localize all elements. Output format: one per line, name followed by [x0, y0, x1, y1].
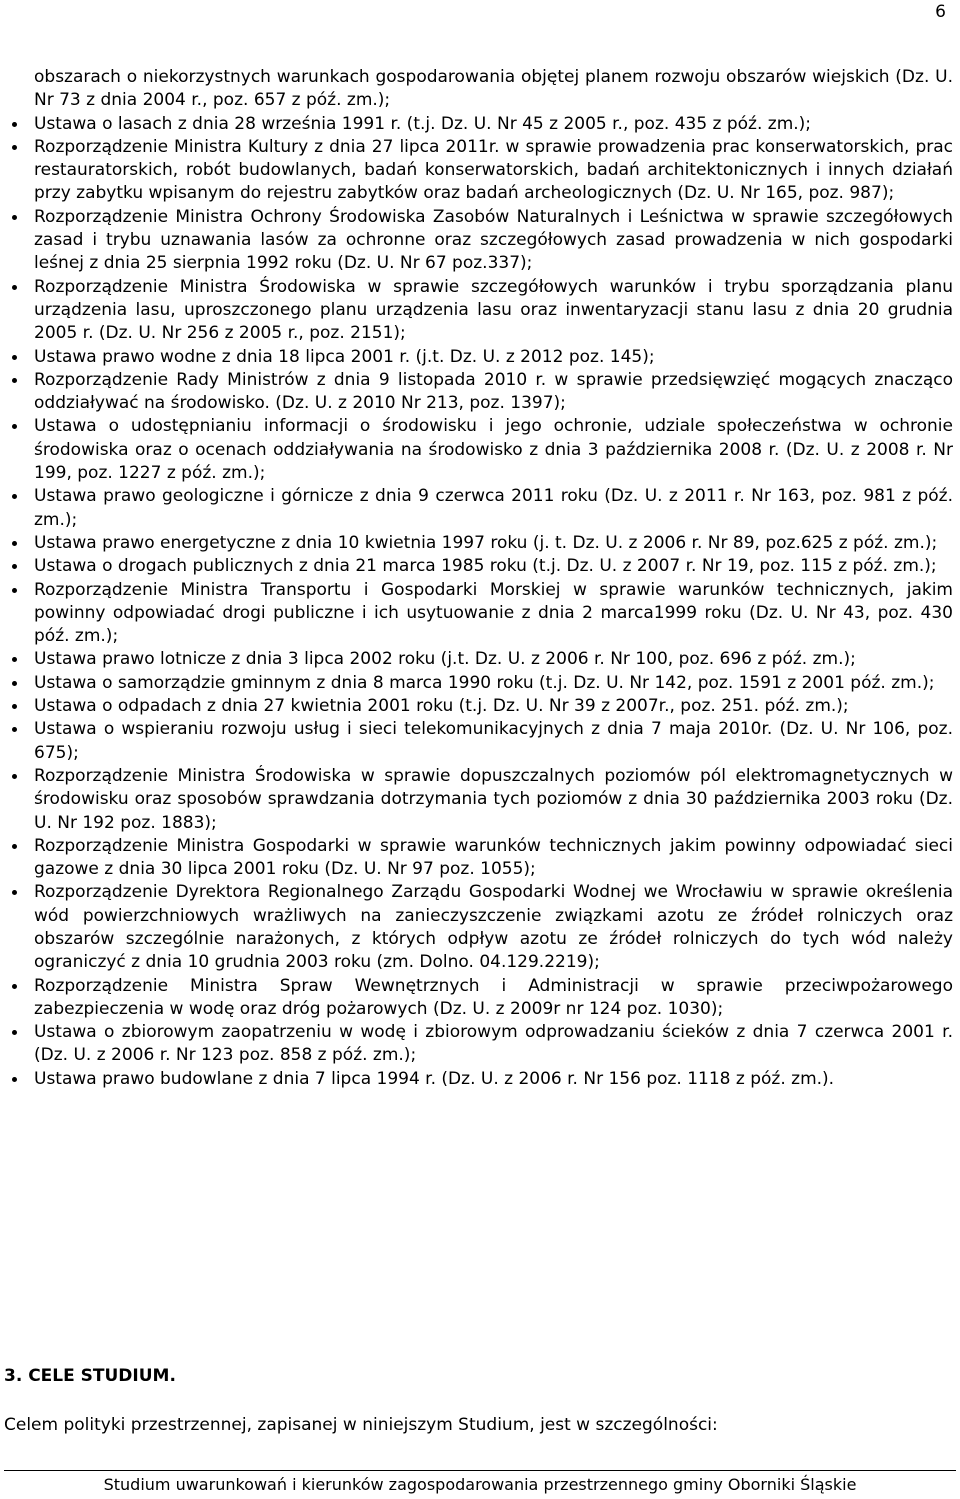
section-heading: 3. CELE STUDIUM. [4, 1366, 176, 1386]
list-item: Rozporządzenie Ministra Środowiska w sprawie dopuszczalnych poziomów pól elektromagnetycznych w środowisku oraz sposobów sprawdzania dotrzymania tych poziomów z dnia 30 października 2003 roku (Dz. U. Nr 192 poz. 1883); [0, 765, 960, 835]
list-item: Ustawa prawo budowlane z dnia 7 lipca 1994 r. (Dz. U. z 2006 r. Nr 156 poz. 1118 z póź. zm.). [0, 1068, 960, 1091]
list-item: Ustawa o udostępnianiu informacji o środowisku i jego ochronie, udziale społeczeństwa w ochronie środowiska oraz o ocenach oddziaływania na środowisko z dnia 3 października 2008 r. (Dz. U. z 2008 r. Nr 199, poz. 1227 z póź. zm.); [0, 415, 960, 485]
list-item: Ustawa o wspieraniu rozwoju usług i sieci telekomunikacyjnych z dnia 7 maja 2010r. (Dz. U. Nr 106, poz. 675); [0, 718, 960, 765]
list-item: Rozporządzenie Rady Ministrów z dnia 9 listopada 2010 r. w sprawie przedsięwzięć mogących znacząco oddziaływać na środowisko. (Dz. U. z 2010 Nr 213, poz. 1397); [0, 369, 960, 416]
list-item: Ustawa o drogach publicznych z dnia 21 marca 1985 roku (t.j. Dz. U. z 2007 r. Nr 19, poz. 115 z póź. zm.); [0, 555, 960, 578]
footer-divider [4, 1470, 956, 1471]
list-item-continuation: obszarach o niekorzystnych warunkach gospodarowania objętej planem rozwoju obszarów wiejskich (Dz. U. Nr 73 z dnia 2004 r., poz. 657 z póź. zm.); [34, 67, 953, 111]
page-number: 6 [935, 2, 946, 22]
list-item: Ustawa prawo geologiczne i górnicze z dnia 9 czerwca 2011 roku (Dz. U. z 2011 r. Nr 163, poz. 981 z póź. zm.); [0, 485, 960, 532]
list-item: Rozporządzenie Ministra Transportu i Gospodarki Morskiej w sprawie warunków technicznych, jakim powinny odpowiadać drogi publiczne i ich usytuowanie z dnia 2 marca1999 roku (Dz. U. Nr 43, poz. 430 póź. zm.); [0, 579, 960, 649]
list-item: Rozporządzenie Ministra Kultury z dnia 27 lipca 2011r. w sprawie prowadzenia prac konserwatorskich, prac restauratorskich, robót budowlanych, badań konserwatorskich, badań architektonicznych i innych działań przy zabytku wpisanym do rejestru zabytków oraz badań archeologicznych (Dz. U. Nr 165, poz. 987); [0, 136, 960, 206]
list-item: Rozporządzenie Ministra Środowiska w sprawie szczegółowych warunków i trybu sporządzania planu urządzenia lasu, uproszczonego planu urządzenia lasu oraz inwentaryzacji stanu lasu z dnia 20 grudnia 2005 r. (Dz. U. Nr 256 z 2005 r., poz. 2151); [0, 276, 960, 346]
list-item: Ustawa prawo energetyczne z dnia 10 kwietnia 1997 roku (j. t. Dz. U. z 2006 r. Nr 89, poz.625 z póź. zm.); [0, 532, 960, 555]
list-item: Rozporządzenie Ministra Spraw Wewnętrznych i Administracji w sprawie przeciwpożarowego zabezpieczenia w wodę oraz dróg pożarowych (Dz. U. z 2009r nr 124 poz. 1030); [0, 975, 960, 1022]
intro-paragraph: Celem polityki przestrzennej, zapisanej w niniejszym Studium, jest w szczególności: [4, 1415, 718, 1435]
list-item: Ustawa o lasach z dnia 28 września 1991 r. (t.j. Dz. U. Nr 45 z 2005 r., poz. 435 z póź. zm.); [0, 113, 960, 136]
list-item: Ustawa prawo lotnicze z dnia 3 lipca 2002 roku (j.t. Dz. U. z 2006 r. Nr 100, poz. 696 z póź. zm.); [0, 648, 960, 671]
legal-acts-list [0, 66, 960, 1091]
list-item: Ustawa prawo wodne z dnia 18 lipca 2001 r. (j.t. Dz. U. z 2012 poz. 145); [0, 346, 960, 369]
list-item: Ustawa o zbiorowym zaopatrzeniu w wodę i zbiorowym odprowadzaniu ścieków z dnia 7 czerwca 2001 r. (Dz. U. z 2006 r. Nr 123 poz. 858 z póź. zm.); [0, 1021, 960, 1068]
list-item: Rozporządzenie Dyrektora Regionalnego Zarządu Gospodarki Wodnej we Wrocławiu w sprawie określenia wód powierzchniowych wrażliwych na zanieczyszczenie związkami azotu ze źródeł rolniczych oraz obszarów szczególnie narażonych, z których odpływ azotu ze źródeł rolniczych do tych wód należy ograniczyć z dnia 10 grudnia 2003 roku (zm. Dolno. 04.129.2219); [0, 881, 960, 974]
list-item: Rozporządzenie Ministra Gospodarki w sprawie warunków technicznych jakim powinny odpowiadać sieci gazowe z dnia 30 lipca 2001 roku (Dz. U. Nr 97 poz. 1055); [0, 835, 960, 882]
list-item: Ustawa o samorządzie gminnym z dnia 8 marca 1990 roku (t.j. Dz. U. Nr 142, poz. 1591 z 2001 póź. zm.); [0, 672, 960, 695]
page-footer: Studium uwarunkowań i kierunków zagospodarowania przestrzennego gminy Oborniki Śląskie [103, 1475, 857, 1494]
list-item: Rozporządzenie Ministra Ochrony Środowiska Zasobów Naturalnych i Leśnictwa w sprawie szczegółowych zasad i trybu uznawania lasów za ochronne oraz szczegółowych zasad prowadzenia w nich gospodarki leśnej z dnia 25 sierpnia 1992 roku (Dz. U. Nr 67 poz.337); [0, 206, 960, 276]
list-item: Ustawa o odpadach z dnia 27 kwietnia 2001 roku (t.j. Dz. U. Nr 39 z 2007r., poz. 251. póź. zm.); [0, 695, 960, 718]
